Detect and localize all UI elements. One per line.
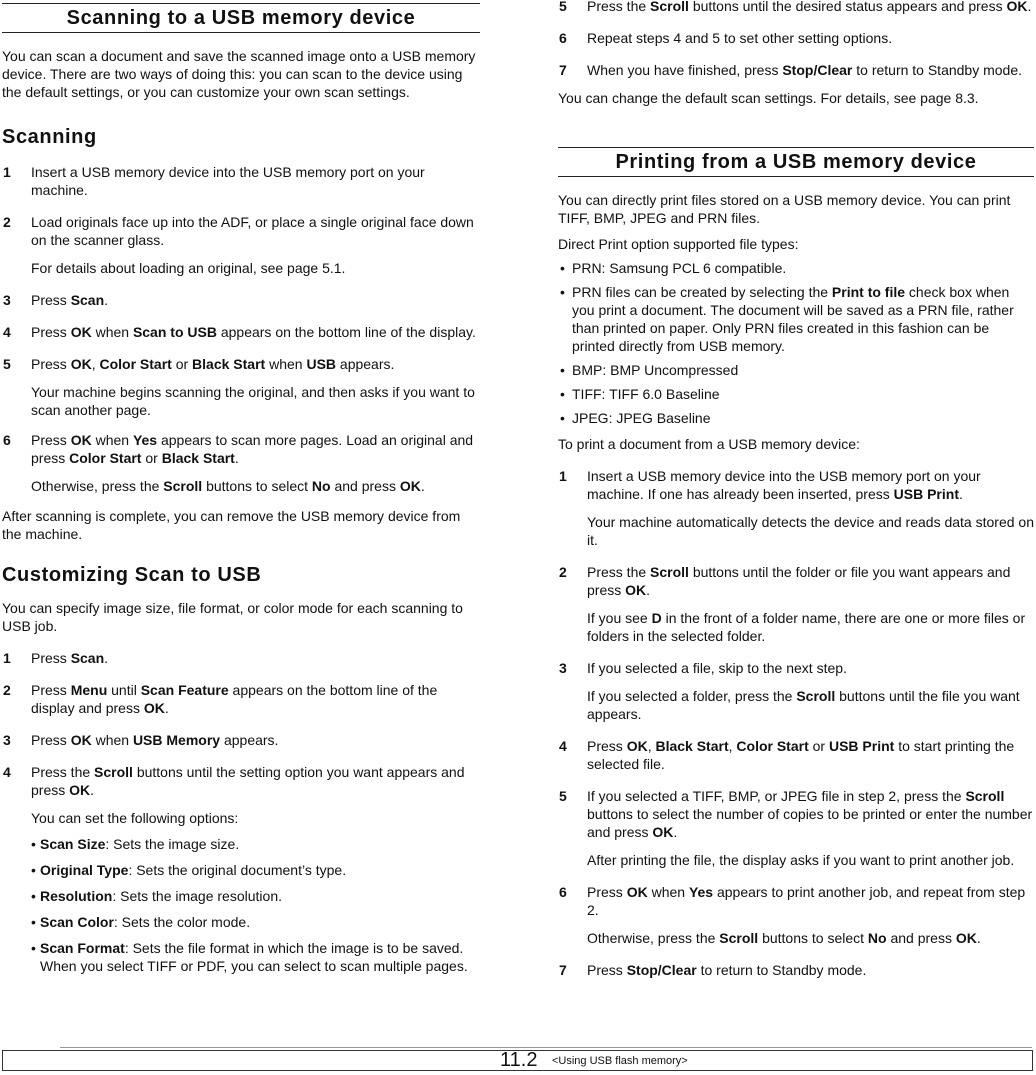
printing-step-6-note: Otherwise, press the Scroll buttons to select No and press OK. (587, 930, 981, 946)
scanning-step-4: 4 Press OK when Scan to USB appears on the bottom line of the display. (3, 324, 476, 340)
printing-step-2: 2 Press the Scroll buttons until the folder or file you want appears and press OK. (559, 564, 1011, 598)
customizing-step-7: 7 When you have finished, press Stop/Clear to return to Standby mode. (559, 62, 1023, 78)
customizing-step-2: 2 Press Menu until Scan Feature appears on the bottom line of the display and press OK. (3, 682, 438, 716)
file-type-bmp: • BMP: BMP Uncompressed (558, 361, 1034, 379)
scanning-step-6: 6 Press OK when Yes appears to scan more pages. Load an original and press Color Start or Black Start. (3, 432, 474, 466)
file-types-label: Direct Print option supported file types: (558, 236, 799, 252)
file-type-jpeg: • JPEG: JPEG Baseline (558, 409, 1034, 427)
printing-step-2-note: If you see D in the front of a folder name, there are one or more files or folders in the selected folder. (587, 610, 1026, 644)
option-scan-color: • Scan Color: Sets the color mode. (2, 913, 480, 931)
default-scan-settings-note: You can change the default scan settings. For details, see page 8.3. (558, 90, 979, 106)
section-title-scan-to-usb: Scanning to a USB memory device (2, 3, 480, 33)
printing-step-1: 1 Insert a USB memory device into the USB memory port on your machine. If one has already been inserted, press USB Print. (559, 468, 981, 502)
subsection-title-scanning: Scanning (2, 126, 97, 148)
printing-step-3-note: If you selected a folder, press the Scroll buttons until the file you want appears. (587, 688, 1020, 722)
option-scan-format: • Scan Format: Sets the file format in which the image is to be saved. When you select TIFF or PDF, you can select to scan multiple pages. (2, 939, 480, 975)
scan-usb-intro: You can scan a document and save the scanned image onto a USB memory device. There are two ways of doing this: you can scan to the device using the default settings, or you can customize your own scan settings. (2, 48, 476, 100)
page-number: 11.2 (500, 1049, 538, 1071)
footer-divider (60, 1047, 1032, 1048)
file-type-tiff: • TIFF: TIFF 6.0 Baseline (558, 385, 1034, 403)
scanning-after: After scanning is complete, you can remove the USB memory device from the machine. (2, 508, 461, 542)
scanning-step-6-note: Otherwise, press the Scroll buttons to select No and press OK. (31, 478, 425, 494)
customizing-step-4-note: You can set the following options: (31, 810, 239, 826)
customizing-step-5: 5 Press the Scroll buttons until the desired status appears and press OK. (559, 0, 1032, 14)
right-column (558, 0, 1034, 979)
customizing-step-6: 6 Repeat steps 4 and 5 to set other setting options. (559, 30, 893, 46)
printing-step-3: 3 If you selected a file, skip to the next step. (559, 660, 847, 676)
section-title-printing-usb: Printing from a USB memory device (558, 147, 1034, 177)
scanning-step-2-note: For details about loading an original, see page 5.1. (31, 260, 346, 276)
printing-step-1-note: Your machine automatically detects the device and reads data stored on it. (587, 514, 1034, 548)
printing-step-6: 6 Press OK when Yes appears to print another job, and repeat from step 2. (559, 884, 1026, 918)
footer-section-label: <Using USB flash memory> (552, 1055, 688, 1067)
option-original-type: • Original Type: Sets the original document’s type. (2, 861, 480, 879)
file-type-prn-note: • PRN files can be created by selecting the Print to file check box when you print a document. The document will be saved as a PRN file, rather than printed on paper. Only PRN files created in this fashion can be printed directly from USB memory. (558, 283, 1034, 355)
printing-step-5-note: After printing the file, the display asks if you want to print another job. (587, 852, 1015, 868)
printing-step-5: 5 If you selected a TIFF, BMP, or JPEG file in step 2, press the Scroll buttons to select the number of copies to be printed or enter the number and press OK. (559, 788, 1033, 840)
option-resolution: • Resolution: Sets the image resolution. (2, 887, 480, 905)
left-column (2, 3, 480, 975)
scanning-step-2: 2 Load originals face up into the ADF, or place a single original face down on the scanner glass. (3, 214, 474, 248)
scanning-step-5: 5 Press OK, Color Start or Black Start when USB appears. (3, 356, 395, 372)
customizing-step-4: 4 Press the Scroll buttons until the setting option you want appears and press OK. (3, 764, 465, 798)
printing-step-7: 7 Press Stop/Clear to return to Standby mode. (559, 962, 867, 978)
scanning-step-1: 1 Insert a USB memory device into the USB memory port on your machine. (3, 164, 425, 198)
printing-step-4: 4 Press OK, Black Start, Color Start or USB Print to start printing the selected file. (559, 738, 1015, 772)
option-scan-size: • Scan Size: Sets the image size. (2, 835, 480, 853)
customizing-intro: You can specify image size, file format, or color mode for each scanning to USB job. (2, 600, 463, 634)
scanning-step-5-note: Your machine begins scanning the original, and then asks if you want to scan another page. (31, 384, 475, 418)
scanning-step-3: 3 Press Scan. (3, 292, 109, 308)
printing-intro: You can directly print files stored on a USB memory device. You can print TIFF, BMP, JPEG and PRN files. (558, 192, 1011, 226)
customizing-step-1: 1 Press Scan. (3, 650, 109, 666)
subsection-title-customizing: Customizing Scan to USB (2, 564, 262, 586)
to-print-label: To print a document from a USB memory device: (558, 436, 860, 452)
file-type-prn: • PRN: Samsung PCL 6 compatible. (558, 259, 1034, 277)
customizing-step-3: 3 Press OK when USB Memory appears. (3, 732, 279, 748)
